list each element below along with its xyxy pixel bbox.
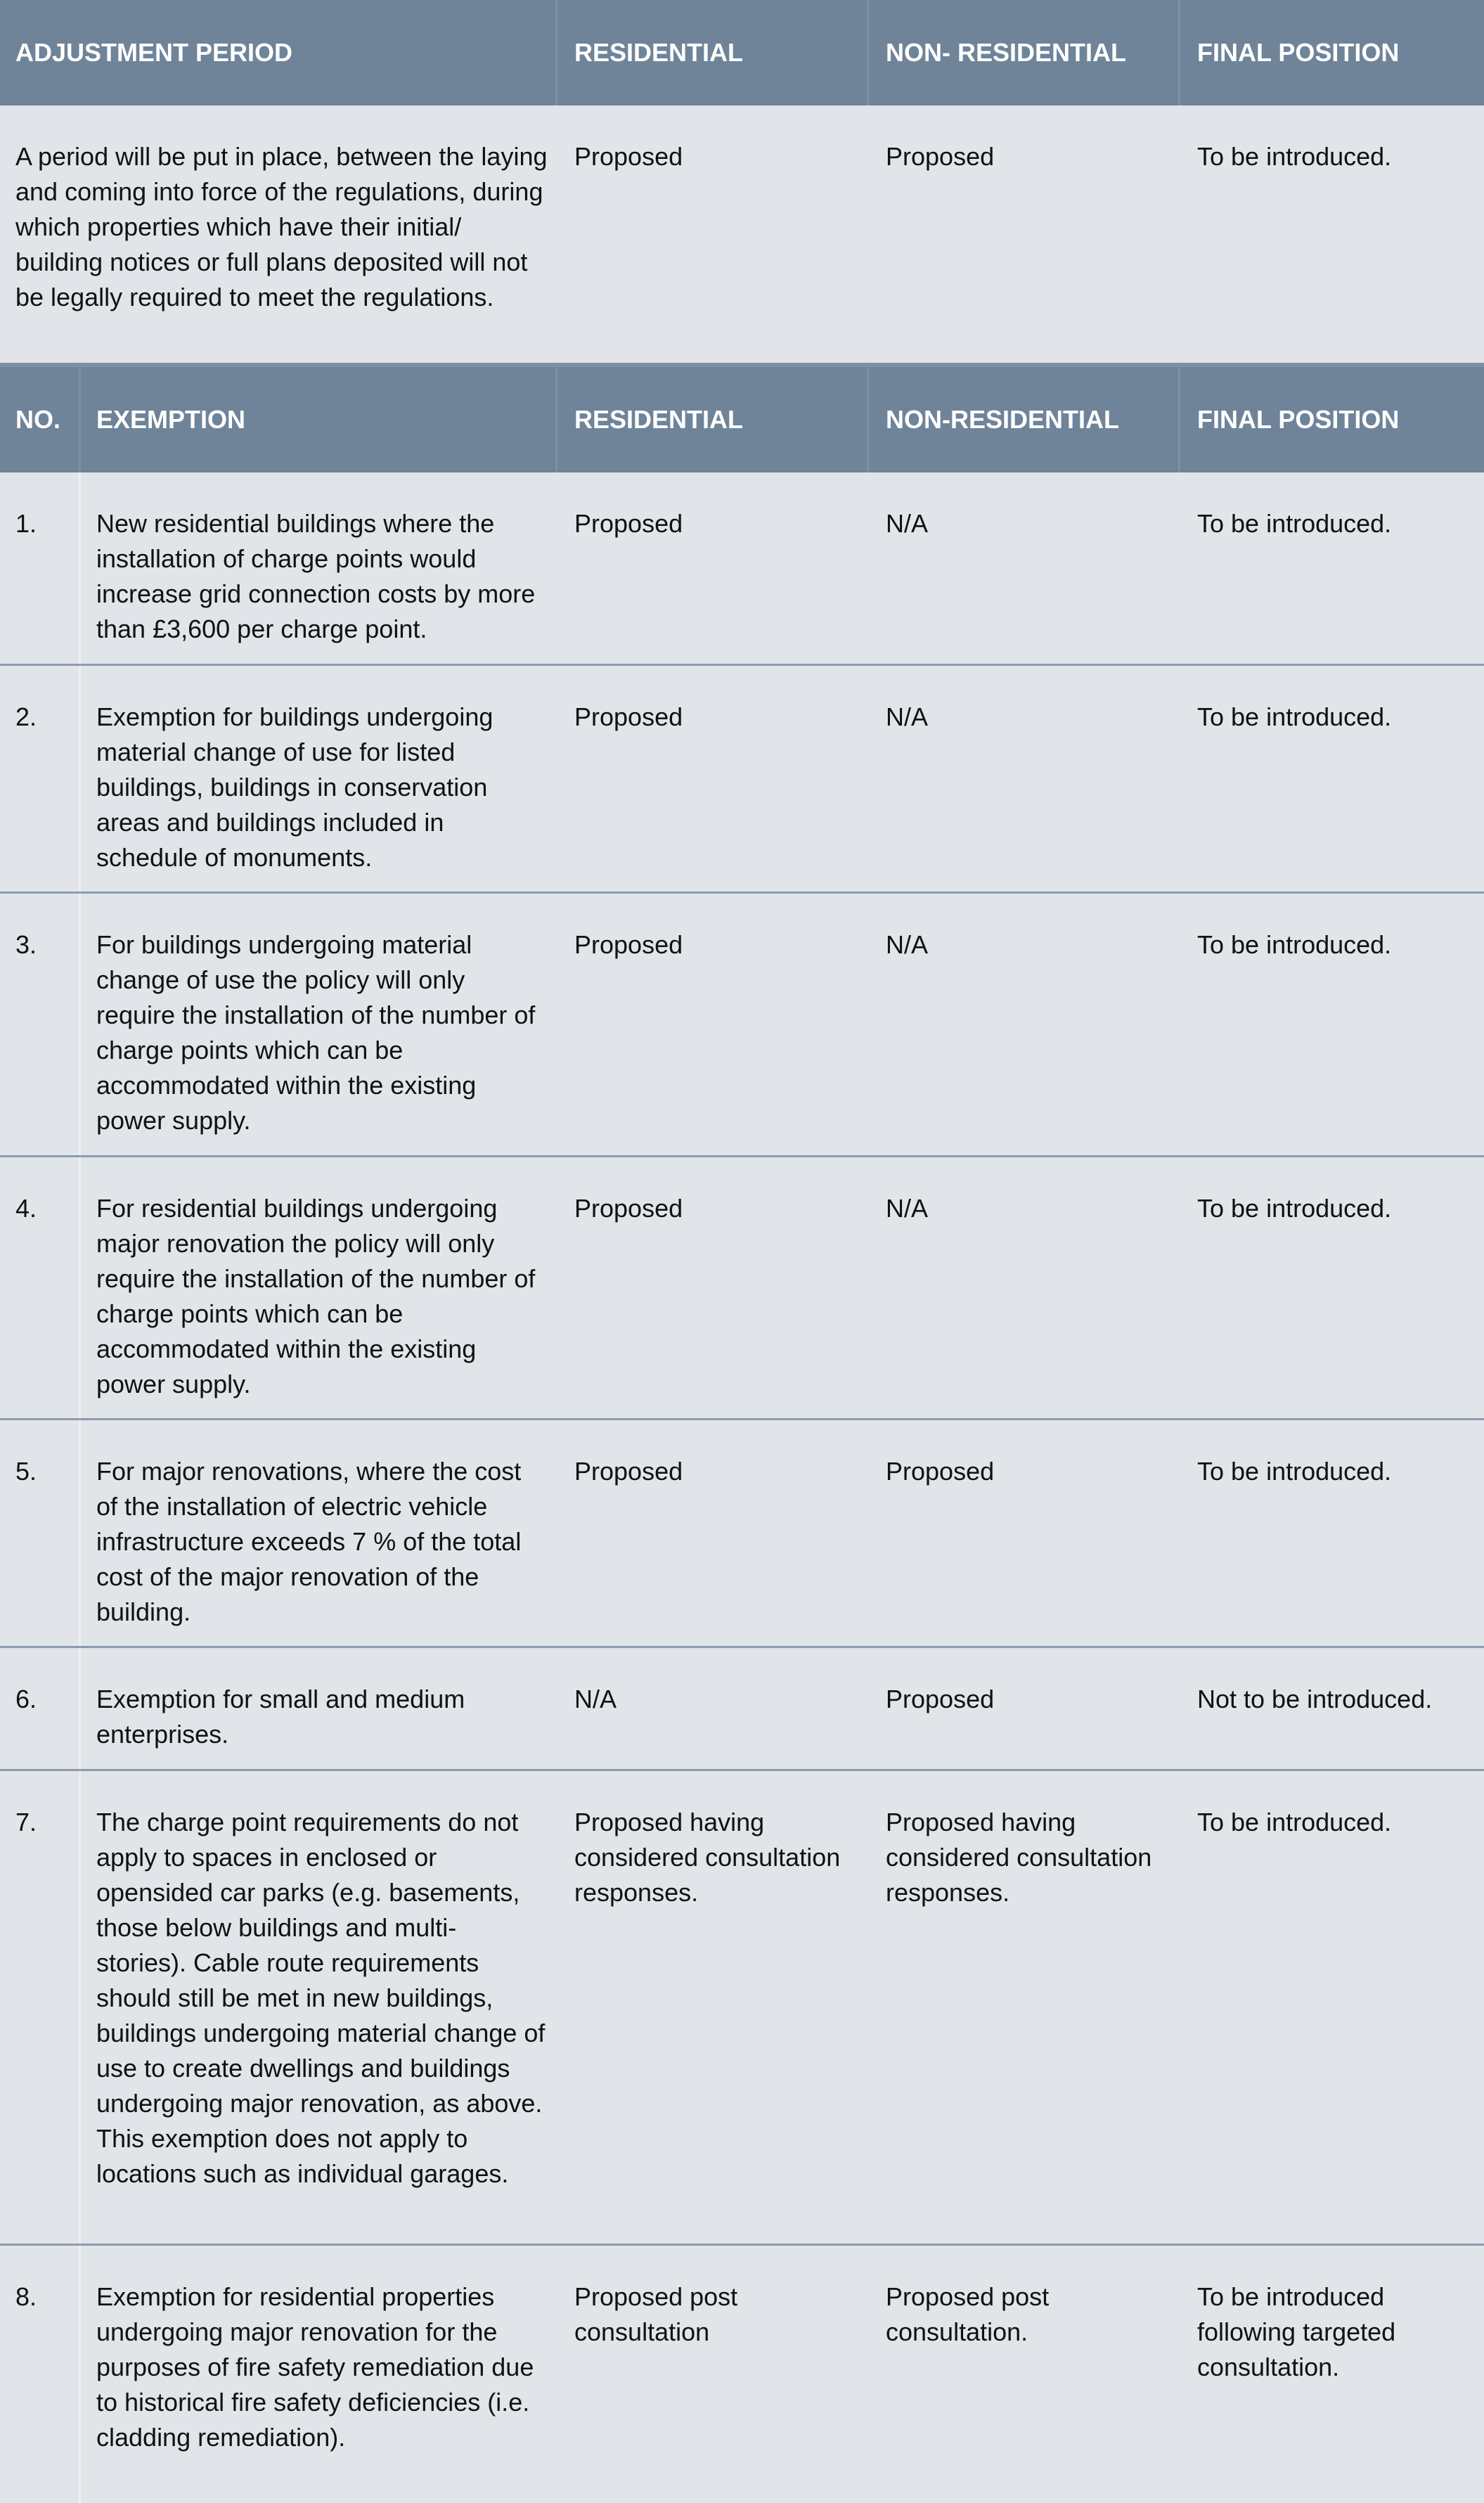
row-exemption: For buildings undergoing material change of use the policy will only require the installation of the number of charge points which can be accommodated within the existing power supply. <box>96 930 536 1135</box>
table-row <box>0 894 1484 1157</box>
row-number: 1. <box>15 509 37 538</box>
exemptions-header-row <box>0 367 1484 472</box>
header-final-position: FINAL POSITION <box>1197 38 1400 67</box>
table-row <box>0 1420 1484 1647</box>
row-final-position: To be introduced. <box>1197 702 1392 731</box>
row-number: 7. <box>15 1808 37 1836</box>
adjustment-non-residential: Proposed <box>886 142 995 171</box>
row-final-position: To be introduced. <box>1197 509 1392 538</box>
row-residential: Proposed having considered consultation responses. <box>574 1808 841 1907</box>
row-exemption: Exemption for buildings undergoing material change of use for listed buildings, buildings in conservation areas and buildings included in schedule of monuments. <box>96 702 493 872</box>
row-non-residential: N/A <box>886 509 929 538</box>
table-row <box>0 472 1484 664</box>
row-residential: Proposed <box>574 1194 683 1223</box>
table-row <box>0 1648 1484 1770</box>
row-residential: Proposed <box>574 702 683 731</box>
row-final-position: Not to be introduced. <box>1197 1685 1433 1713</box>
row-non-residential: N/A <box>886 930 929 959</box>
row-exemption: For major renovations, where the cost of the installation of electric vehicle infrastructure exceeds 7 % of the total cost of the major renovation of the building. <box>96 1457 522 1626</box>
header-residential: RESIDENTIAL <box>574 38 744 67</box>
table-row <box>0 1771 1484 2244</box>
header-exemption: EXEMPTION <box>96 405 246 434</box>
row-non-residential: Proposed <box>886 1685 995 1713</box>
row-final-position: To be introduced. <box>1197 1194 1392 1223</box>
header-no: NO. <box>15 405 61 434</box>
table-row <box>0 2246 1484 2503</box>
row-exemption: Exemption for residential properties undergoing major renovation for the purposes of fire safety remediation due to historical fire safety deficiencies (i.e. cladding remediation). <box>96 2282 534 2452</box>
row-non-residential: Proposed post consultation. <box>886 2282 1050 2346</box>
header-adjustment-period: ADJUSTMENT PERIOD <box>15 38 293 67</box>
header-non-residential: NON-RESIDENTIAL <box>886 405 1119 434</box>
row-non-residential: N/A <box>886 702 929 731</box>
adjustment-description: A period will be put in place, between the laying and coming into force of the regulations, during which properties which have their initial/ building notices or full plans deposited will not be legally required to meet the regulations. <box>15 142 548 311</box>
row-number: 8. <box>15 2282 37 2311</box>
row-number: 5. <box>15 1457 37 1486</box>
row-residential: Proposed post consultation <box>574 2282 738 2346</box>
row-residential: Proposed <box>574 509 683 538</box>
row-final-position: To be introduced. <box>1197 930 1392 959</box>
table-row <box>0 1157 1484 1420</box>
row-non-residential: Proposed <box>886 1457 995 1486</box>
row-non-residential: N/A <box>886 1194 929 1223</box>
table-row <box>0 666 1484 893</box>
row-residential: N/A <box>574 1685 617 1713</box>
row-residential: Proposed <box>574 930 683 959</box>
row-final-position: To be introduced following targeted consultation. <box>1197 2282 1396 2381</box>
row-exemption: Exemption for small and medium enterprises. <box>96 1685 465 1749</box>
row-number: 6. <box>15 1685 37 1713</box>
row-residential: Proposed <box>574 1457 683 1486</box>
row-exemption: For residential buildings undergoing major renovation the policy will only require the installation of the number of charge points which can be accommodated within the existing power supply. <box>96 1194 536 1398</box>
header-residential: RESIDENTIAL <box>574 405 744 434</box>
adjustment-row <box>0 105 1484 363</box>
row-exemption: New residential buildings where the installation of charge points would increase grid connection costs by more than £3,600 per charge point. <box>96 509 536 643</box>
header-non-residential: NON- RESIDENTIAL <box>886 38 1126 67</box>
row-final-position: To be introduced. <box>1197 1808 1392 1836</box>
row-non-residential: Proposed having considered consultation responses. <box>886 1808 1152 1907</box>
row-number: 3. <box>15 930 37 959</box>
adjustment-residential: Proposed <box>574 142 683 171</box>
header-final-position: FINAL POSITION <box>1197 405 1400 434</box>
adjustment-header-row <box>0 0 1484 105</box>
adjustment-final-position: To be introduced. <box>1197 142 1392 171</box>
row-number: 2. <box>15 702 37 731</box>
row-final-position: To be introduced. <box>1197 1457 1392 1486</box>
row-number: 4. <box>15 1194 37 1223</box>
row-exemption: The charge point requirements do not apply to spaces in enclosed or opensided car parks (e.g. basements, those below buildings and multi-stories). Cable route requirements should still be met in new buildings, buildings undergoing material change of use to create dwellings and buildings undergoing major renovation, as above. This exemption does not apply to locations such as individual garages. <box>96 1808 546 2188</box>
